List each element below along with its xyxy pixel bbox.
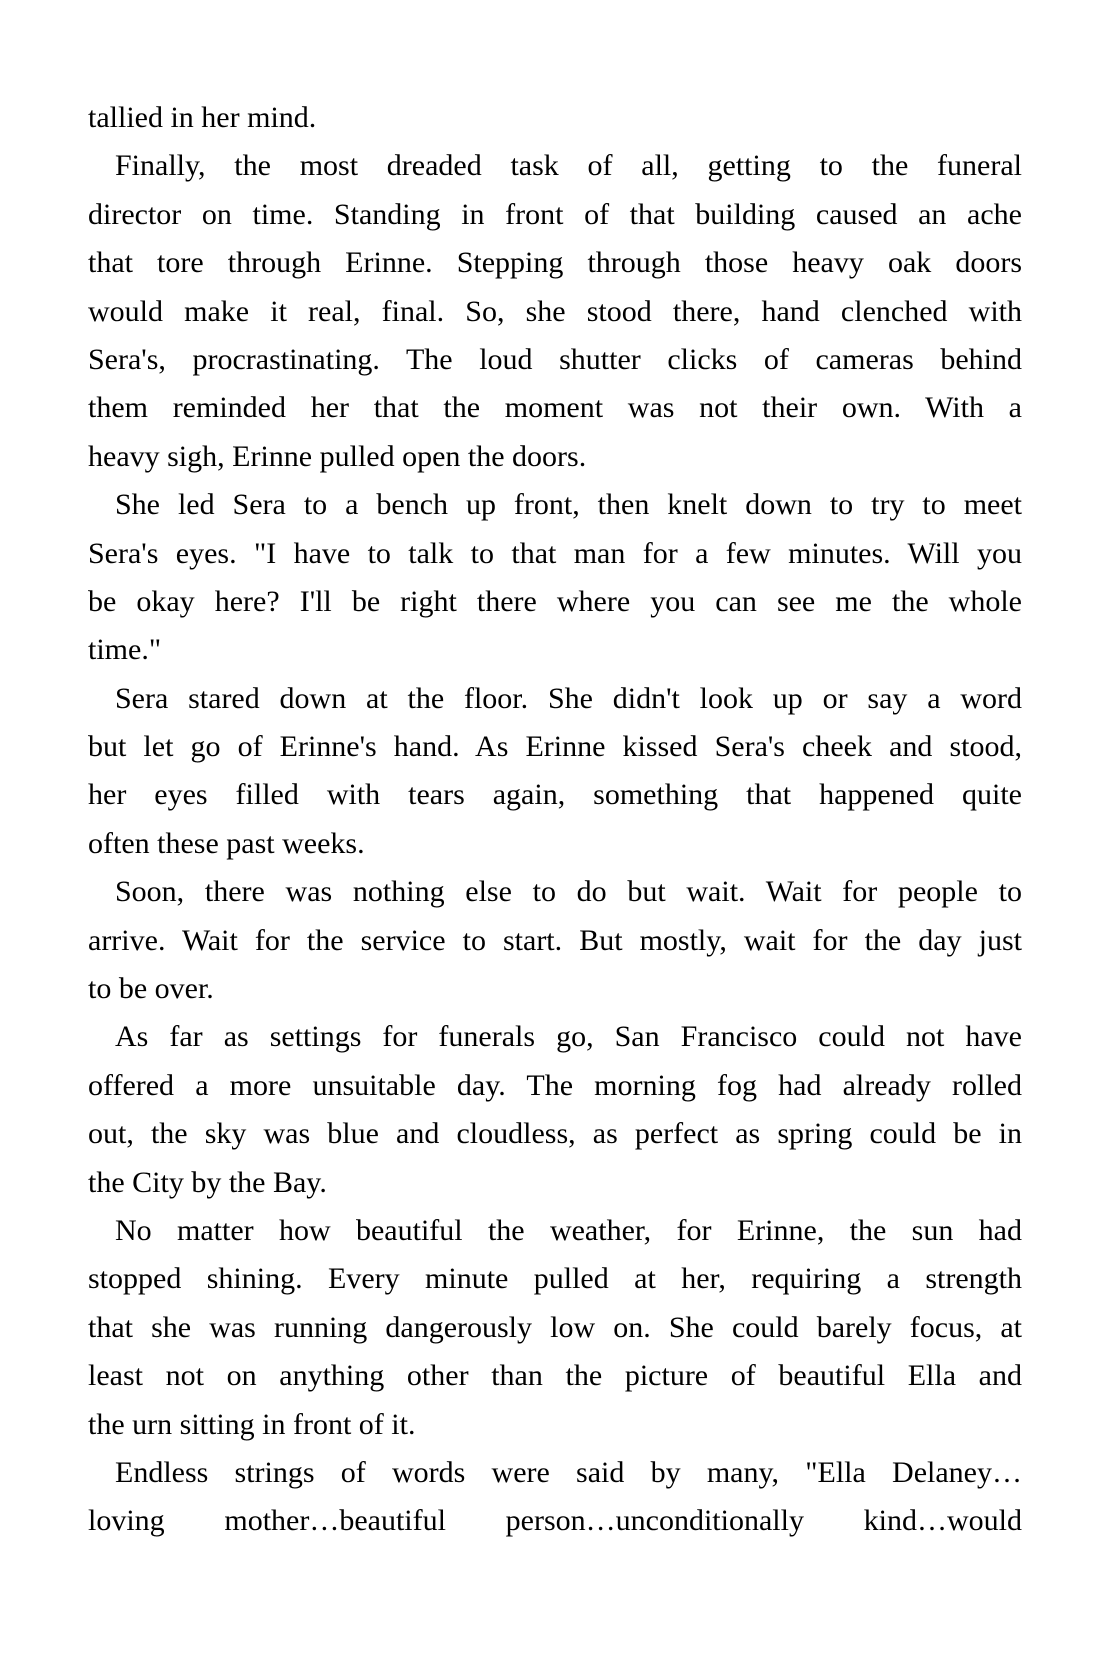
paragraph-8 xyxy=(88,1449,1022,1546)
text-line: tallied in her mind. xyxy=(88,101,317,134)
text-line: Sera stared down at the floor. She didn't look up or say a word xyxy=(115,681,1022,715)
text-line: She led Sera to a bench up front, then knelt down to try to meet xyxy=(115,488,1022,522)
paragraph-4 xyxy=(88,675,1022,869)
text-line: As far as settings for funerals go, San Francisco could not have xyxy=(115,1020,1022,1054)
text-line: to be over. xyxy=(88,972,214,1006)
text-line: but let go of Erinne's hand. As Erinne kissed Sera's cheek and stood, xyxy=(88,730,1022,764)
text-line: them reminded her that the moment was not their own. With a xyxy=(88,391,1022,425)
paragraph-2 xyxy=(88,142,1022,481)
text-line: out, the sky was blue and cloudless, as perfect as spring could be in xyxy=(88,1117,1022,1151)
text-line: Sera's eyes. "I have to talk to that man for a few minutes. Will you xyxy=(88,536,1022,570)
text-line: Sera's, procrastinating. The loud shutter clicks of cameras behind xyxy=(88,342,1022,376)
paragraph-3 xyxy=(88,481,1022,675)
text-line: the City by the Bay. xyxy=(88,1165,327,1199)
text-line: offered a more unsuitable day. The morning fog had already rolled xyxy=(88,1068,1022,1102)
paragraph-5 xyxy=(88,868,1022,1013)
text-line: time." xyxy=(88,633,162,667)
paragraph-6 xyxy=(88,1013,1022,1207)
paragraph-1 xyxy=(88,94,1022,142)
text-line: the urn sitting in front of it. xyxy=(88,1407,416,1441)
text-line: her eyes filled with tears again, something that happened quite xyxy=(88,778,1022,812)
text-column xyxy=(88,94,1022,1546)
text-line: least not on anything other than the picture of beautiful Ella and xyxy=(88,1359,1022,1393)
text-line: often these past weeks. xyxy=(88,826,365,860)
text-line: director on time. Standing in front of that building caused an ache xyxy=(88,197,1022,231)
text-line: loving mother…beautiful person…unconditionally kind…would xyxy=(88,1504,1022,1538)
paragraph-7 xyxy=(88,1207,1022,1449)
text-line: Endless strings of words were said by many, "Ella Delaney… xyxy=(115,1455,1022,1489)
text-line: Finally, the most dreaded task of all, getting to the funeral xyxy=(115,149,1022,183)
text-line: that tore through Erinne. Stepping through those heavy oak doors xyxy=(88,246,1022,280)
text-line: heavy sigh, Erinne pulled open the doors. xyxy=(88,439,587,473)
text-line: that she was running dangerously low on. She could barely focus, at xyxy=(88,1310,1022,1344)
text-line: stopped shining. Every minute pulled at her, requiring a strength xyxy=(88,1262,1022,1296)
text-line: arrive. Wait for the service to start. But mostly, wait for the day just xyxy=(88,923,1022,957)
text-line: be okay here? I'll be right there where you can see me the whole xyxy=(88,584,1022,618)
text-line: Soon, there was nothing else to do but wait. Wait for people to xyxy=(115,875,1022,909)
text-line: No matter how beautiful the weather, for Erinne, the sun had xyxy=(115,1213,1022,1247)
text-line: would make it real, final. So, she stood there, hand clenched with xyxy=(88,294,1022,328)
